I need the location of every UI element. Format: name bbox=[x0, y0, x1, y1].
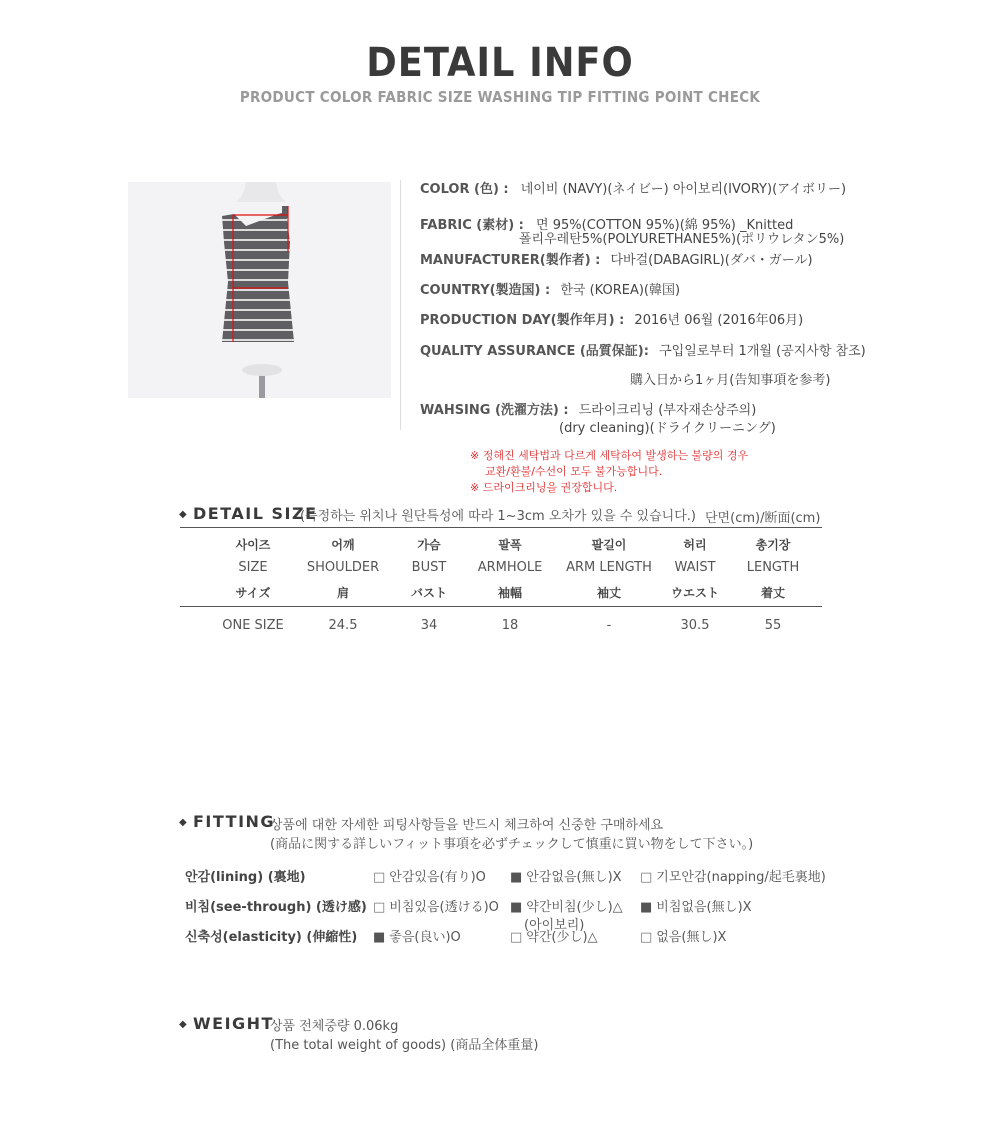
fitting-option-text: 약간(少し)△ bbox=[526, 930, 598, 945]
production-label: PRODUCTION DAY(製作年月) : bbox=[420, 313, 625, 328]
size-cell-value: - bbox=[606, 618, 612, 633]
unchecked-box-icon: □ bbox=[510, 930, 523, 945]
size-cell-ko: 사이즈 bbox=[235, 538, 271, 552]
washing-value-2: (dry cleaning)(ドライクリーニング) bbox=[559, 421, 776, 436]
color-label: COLOR (色) : bbox=[420, 182, 509, 197]
size-cell-ja: 袖丈 bbox=[596, 586, 621, 600]
detail-size-heading: DETAIL SIZE bbox=[193, 504, 318, 523]
unchecked-box-icon: □ bbox=[640, 870, 653, 885]
size-cell-ja: 袖幅 bbox=[497, 586, 522, 600]
manufacturer-label: MANUFACTURER(製作者) : bbox=[420, 253, 601, 268]
fitting-option-text: 안감없음(無し)X bbox=[526, 870, 622, 885]
size-cell-en: SHOULDER bbox=[306, 560, 380, 575]
fabric-label: FABRIC (素材) : bbox=[420, 218, 524, 233]
size-cell-ko: 가슴 bbox=[417, 538, 441, 552]
table-header-rule bbox=[180, 606, 822, 607]
fabric-value-2: 폴리우레탄5%(POLYURETHANE5%)(ポリウレタン5%) bbox=[519, 232, 845, 247]
country-value: 한국 (KOREA)(韓国) bbox=[560, 283, 681, 298]
quality-label: QUALITY ASSURANCE (品質保証): bbox=[420, 344, 649, 359]
fitting-row-label: 신축성(elasticity) (伸縮性) bbox=[185, 930, 358, 945]
washing-row bbox=[420, 399, 756, 418]
country-row bbox=[420, 279, 680, 298]
size-cell-en: WAIST bbox=[674, 560, 716, 575]
diamond-bullet-icon: ◆ bbox=[179, 509, 187, 520]
detail-size-caption: (측정하는 위치나 원단특성에 따라 1~3cm 오차가 있을 수 있습니다.) bbox=[300, 509, 696, 524]
production-value: 2016년 06월 (2016年06月) bbox=[634, 313, 804, 328]
quality-value-1: 구입일로부터 1개월 (공지사항 참조) bbox=[659, 344, 866, 359]
checked-box-icon: ■ bbox=[373, 930, 386, 945]
size-cell-en: ARMHOLE bbox=[477, 560, 543, 575]
unchecked-box-icon: □ bbox=[373, 900, 386, 915]
weight-heading: WEIGHT bbox=[193, 1014, 274, 1033]
size-cell-ja: 着丈 bbox=[760, 586, 785, 600]
size-cell-en: BUST bbox=[411, 560, 447, 575]
table-top-rule bbox=[180, 527, 822, 528]
fitting-description-2: (商品に関する詳しいフィット事項を必ずチェックして慎重に買い物をして下さい。) bbox=[270, 837, 754, 852]
checked-box-icon: ■ bbox=[640, 900, 653, 915]
washing-value-1: 드라이크리닝 (부자재손상주의) bbox=[578, 403, 757, 418]
washing-warning-2: 교환/환불/수선이 모두 불가능합니다. bbox=[485, 465, 663, 478]
size-cell-ko: 어깨 bbox=[331, 538, 355, 552]
size-cell-ja: ウエスト bbox=[670, 586, 719, 600]
size-cell-value: ONE SIZE bbox=[222, 618, 284, 633]
weight-line-1: 상품 전체중량 0.06kg bbox=[270, 1019, 399, 1034]
detail-size-unit: 단면(cm)/断面(cm) bbox=[705, 511, 821, 526]
size-cell-value: 18 bbox=[501, 618, 519, 633]
manufacturer-row bbox=[420, 249, 813, 268]
fitting-option-text: 비침있음(透ける)O bbox=[389, 900, 499, 915]
size-cell-en: SIZE bbox=[238, 560, 268, 575]
size-cell-ja: バスト bbox=[410, 586, 447, 600]
checked-box-icon: ■ bbox=[510, 870, 523, 885]
fitting-option-text: 비침없음(無し)X bbox=[656, 900, 752, 915]
size-cell-ja: 肩 bbox=[336, 586, 349, 600]
fitting-option bbox=[373, 926, 461, 945]
size-cell-value: 55 bbox=[764, 618, 782, 633]
size-cell-en: ARM LENGTH bbox=[566, 560, 652, 575]
size-cell-value: 34 bbox=[420, 618, 438, 633]
fitting-option-subtext: (아이보리) bbox=[524, 918, 585, 933]
weight-line-2: (The total weight of goods) (商品全体重量) bbox=[270, 1038, 539, 1053]
production-row bbox=[420, 309, 803, 328]
quality-row bbox=[420, 340, 866, 359]
washing-warning-1: ※ 정해진 세탁법과 다르게 세탁하여 발생하는 불량의 경우 bbox=[470, 449, 749, 462]
fitting-row-label: 안감(lining) (裏地) bbox=[185, 870, 306, 885]
product-photo bbox=[128, 182, 391, 398]
washing-warning-3: ※ 드라이크리닝을 권장합니다. bbox=[470, 481, 618, 494]
size-cell-ko: 허리 bbox=[683, 538, 707, 552]
fitting-option bbox=[373, 896, 499, 915]
diamond-bullet-icon: ◆ bbox=[179, 1019, 187, 1030]
fitting-option bbox=[640, 896, 752, 915]
country-label: COUNTRY(製造国) : bbox=[420, 283, 551, 298]
size-cell-ja: サイズ bbox=[235, 586, 271, 600]
fitting-option-text: 약간비침(少し)△ bbox=[526, 900, 623, 915]
page-subtitle: PRODUCT COLOR FABRIC SIZE WASHING TIP FITTING POINT CHECK bbox=[239, 88, 761, 106]
size-cell-ko: 팔길이 bbox=[591, 538, 627, 552]
color-value: 네이비 (NAVY)(ネイビー) 아이보리(IVORY)(アイボリー) bbox=[520, 182, 847, 197]
size-cell-ko: 총기장 bbox=[755, 538, 791, 552]
fitting-option-text: 없음(無し)X bbox=[656, 930, 727, 945]
fitting-option bbox=[373, 866, 486, 885]
quality-value-2: 購入日から1ヶ月(告知事項を参考) bbox=[630, 373, 831, 388]
fitting-row-label: 비침(see-through) (透け感) bbox=[185, 900, 367, 915]
size-cell-value: 24.5 bbox=[328, 618, 358, 633]
fitting-heading: FITTING bbox=[193, 812, 276, 831]
unchecked-box-icon: □ bbox=[373, 870, 386, 885]
size-cell-en: LENGTH bbox=[746, 560, 800, 575]
diamond-bullet-icon: ◆ bbox=[179, 817, 187, 828]
fitting-option bbox=[640, 866, 826, 885]
fitting-option-text: 기모안감(napping/起毛裏地) bbox=[656, 870, 826, 885]
fitting-option bbox=[510, 926, 598, 945]
divider bbox=[400, 180, 401, 430]
color-row bbox=[420, 178, 846, 197]
mannequin-illustration bbox=[128, 182, 391, 398]
fitting-option-text: 안감있음(有り)O bbox=[389, 870, 486, 885]
size-cell-ko: 팔폭 bbox=[498, 538, 522, 552]
unchecked-box-icon: □ bbox=[640, 930, 653, 945]
page-title: DETAIL INFO bbox=[366, 40, 634, 86]
checked-box-icon: ■ bbox=[510, 900, 523, 915]
fitting-option-text: 좋음(良い)O bbox=[389, 930, 461, 945]
fitting-description-1: 상품에 대한 자세한 피팅사항들을 반드시 체크하여 신중한 구매하세요 bbox=[270, 818, 664, 833]
fitting-option bbox=[640, 926, 726, 945]
size-cell-value: 30.5 bbox=[680, 618, 710, 633]
fabric-value-1: 면 95%(COTTON 95%)(綿 95%) _Knitted bbox=[536, 218, 794, 233]
fitting-option bbox=[510, 866, 622, 885]
manufacturer-value: 다바걸(DABAGIRL)(ダバ・ガール) bbox=[610, 253, 813, 268]
washing-label: WAHSING (洗濯方法) : bbox=[420, 403, 569, 418]
